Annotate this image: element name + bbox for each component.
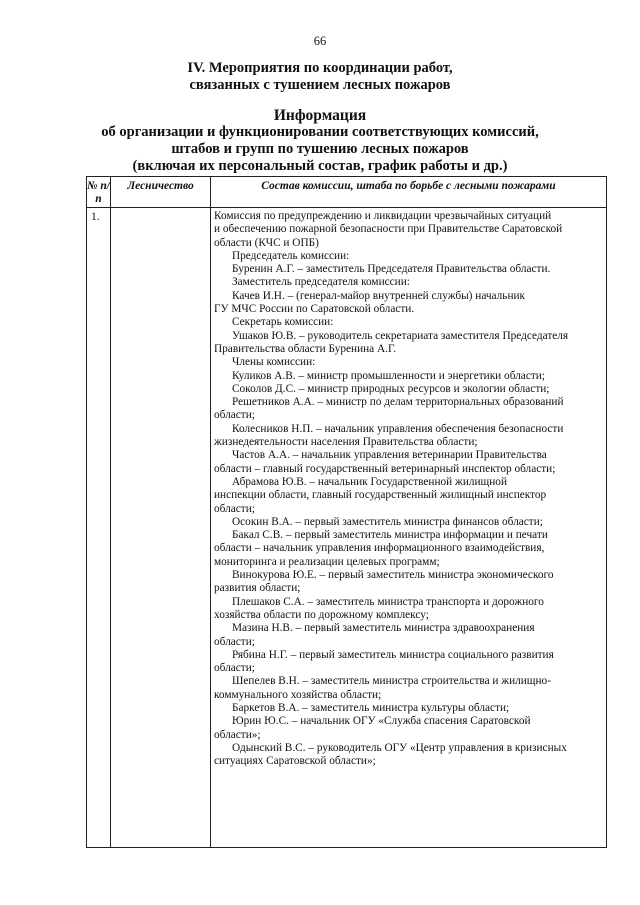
header-forestry: Лесничество xyxy=(111,177,211,208)
composition-line: Шепелев В.Н. – заместитель министра строительства и жилищно- xyxy=(232,675,551,688)
composition-line: Буренин А.Г. – заместитель Председателя Правительства области. xyxy=(232,263,551,276)
composition-line: Заместитель председателя комиссии: xyxy=(232,276,410,289)
composition-line: Куликов А.В. – министр промышленности и энергетики области; xyxy=(232,369,545,382)
composition-line: хозяйства области по дорожному комплексу; xyxy=(214,608,429,621)
composition-line: ситуациях Саратовской области»; xyxy=(214,755,376,768)
composition-line: Абрамова Ю.В. – начальник Государственной жилищной xyxy=(232,475,507,488)
info-heading-line: об организации и функционировании соответствующих комиссий, xyxy=(101,124,539,140)
row-composition xyxy=(211,208,607,848)
row-forestry xyxy=(111,208,211,848)
composition-line: области; xyxy=(214,662,255,675)
composition-line: жизнедеятельности населения Правительства области; xyxy=(214,436,478,449)
composition-line: Мазина Н.В. – первый заместитель министра здравоохранения xyxy=(232,622,535,635)
composition-line: Ушаков Ю.В. – руководитель секретариата заместителя Председателя xyxy=(232,329,569,342)
composition-line: Юрин Ю.С. – начальник ОГУ «Служба спасения Саратовской xyxy=(232,715,531,728)
info-heading xyxy=(20,107,620,175)
composition-line: области»; xyxy=(214,728,261,741)
composition-line: области (КЧС и ОПБ) xyxy=(214,236,319,249)
section-heading-line: IV. Мероприятия по координации работ, xyxy=(187,60,453,76)
composition-line: инспекции области, главный государственный жилищный инспектор xyxy=(214,489,547,502)
section-heading-line: связанных с тушением лесных пожаров xyxy=(189,77,451,93)
composition-line: области; xyxy=(214,409,255,422)
info-heading-line: штабов и групп по тушению лесных пожаров xyxy=(171,141,469,157)
composition-line: Члены комиссии: xyxy=(232,356,316,369)
table-row xyxy=(87,208,607,848)
composition-line: Комиссия по предупреждению и ликвидации чрезвычайных ситуаций xyxy=(214,210,552,222)
composition-line: Осокин В.А. – первый заместитель министра финансов области; xyxy=(232,515,543,528)
composition-line: Одынский В.С. – руководитель ОГУ «Центр управления в кризисных xyxy=(232,741,567,754)
table-header-row xyxy=(87,177,607,208)
composition-line: Правительства области Буренина А.Г. xyxy=(214,342,397,355)
composition-line: Рябина Н.Г. – первый заместитель министра социального развития xyxy=(232,648,554,661)
header-composition: Состав комиссии, штаба по борьбе с лесными пожарами xyxy=(211,177,607,208)
composition-line: развития области; xyxy=(214,582,301,595)
row-num: 1. xyxy=(87,208,111,848)
composition-line: Качев И.Н. – (генерал-майор внутренней службы) начальник xyxy=(232,289,526,302)
composition-line: коммунального хозяйства области; xyxy=(214,688,382,701)
composition-line: Бакал С.В. – первый заместитель министра информации и печати xyxy=(232,529,548,542)
composition-line: Секретарь комиссии: xyxy=(232,316,334,329)
page-number: 66 xyxy=(313,34,327,48)
composition-line: области; xyxy=(214,635,255,648)
composition-line: Частов А.А. – начальник управления ветеринарии Правительства xyxy=(232,449,547,462)
composition-line: Решетников А.А. – министр по делам территориальных образований xyxy=(232,396,564,409)
composition-line: области; xyxy=(214,502,255,515)
composition-line: Соколов Д.С. – министр природных ресурсов и экологии области; xyxy=(232,382,550,395)
composition-line: Председатель комиссии: xyxy=(232,249,350,262)
composition-line: Колесников Н.П. – начальник управления обеспечения безопасности xyxy=(232,422,564,435)
composition-line: Винокурова Ю.Е. – первый заместитель министра экономического xyxy=(232,569,554,582)
composition-line: ГУ МЧС России по Саратовской области. xyxy=(214,303,415,316)
composition-line: Баркетов В.А. – заместитель министра культуры области; xyxy=(232,701,510,714)
section-heading xyxy=(20,60,620,94)
info-heading-title: Информация xyxy=(273,107,367,124)
composition-line: и обеспечению пожарной безопасности при Правительстве Саратовской xyxy=(214,223,563,236)
header-num: № п/п xyxy=(87,177,111,208)
composition-line: мониторинга и реализации целевых программ; xyxy=(214,555,440,568)
composition-line: области – главный государственный ветеринарный инспектор области; xyxy=(214,462,556,475)
commission-table xyxy=(86,176,607,848)
info-heading-line: (включая их персональный состав, график работы и др.) xyxy=(132,158,508,174)
composition-line: области – начальник управления информационного взаимодействия, xyxy=(214,542,545,555)
composition-line: Плешаков С.А. – заместитель министра транспорта и дорожного xyxy=(232,595,544,608)
